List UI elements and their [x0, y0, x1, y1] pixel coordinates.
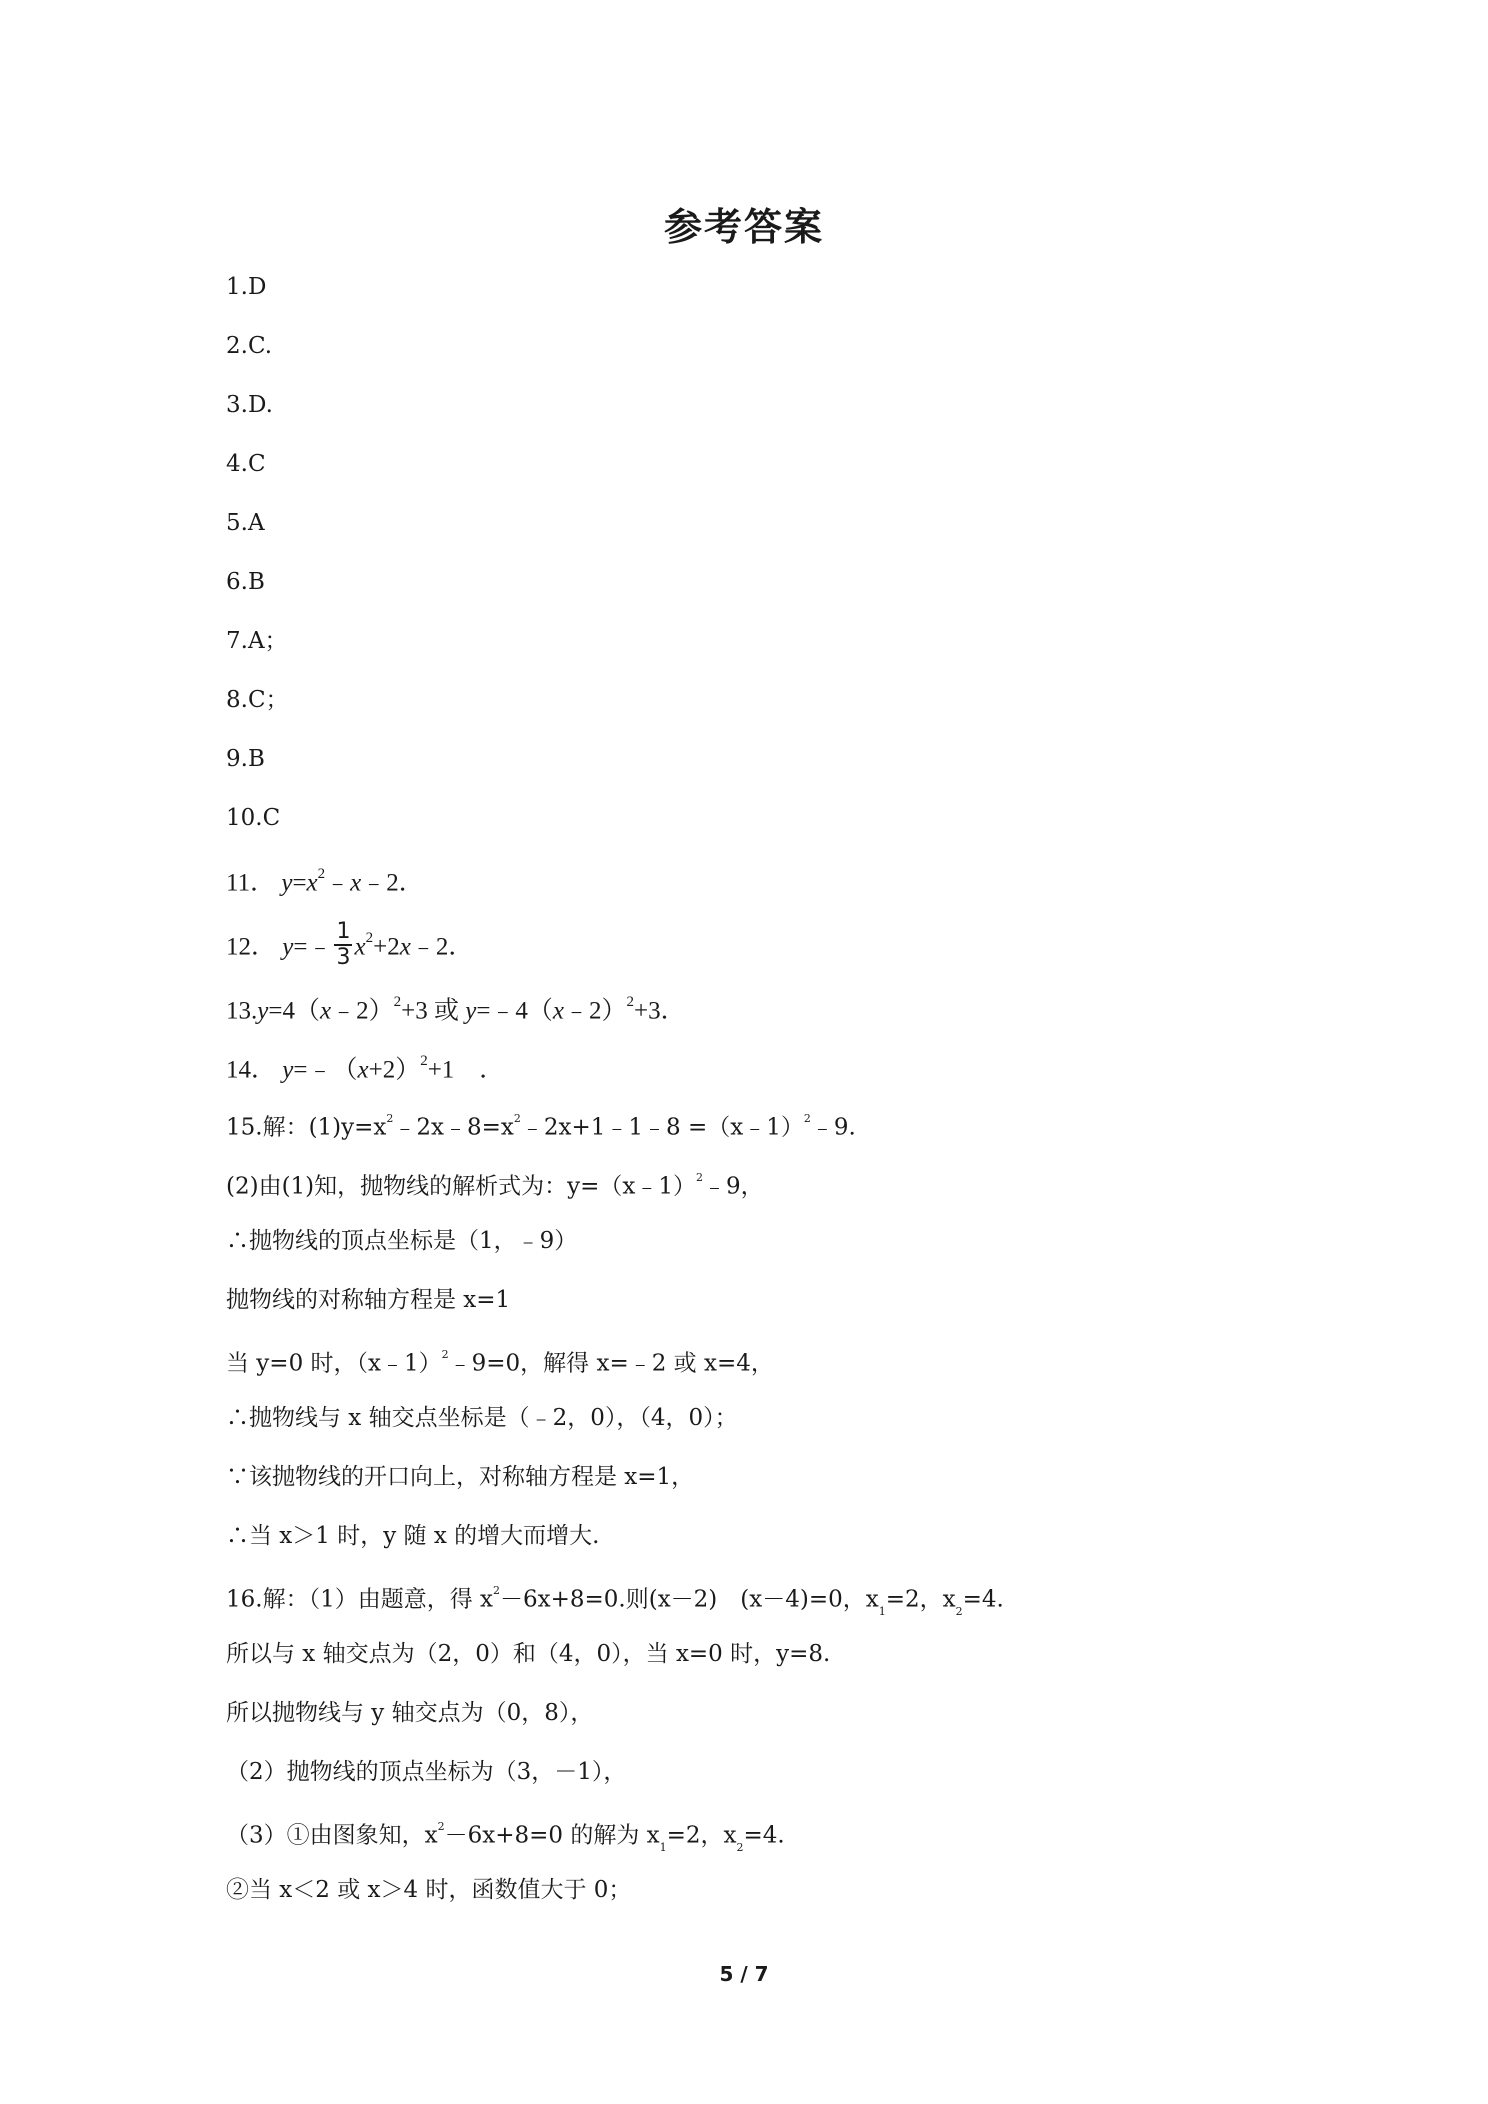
answer-13-x1: x [319, 997, 332, 1025]
answer-12-eq: =﹣ [293, 933, 333, 961]
answer-11-y: y [281, 869, 293, 897]
answer-12-number: 12． [226, 933, 277, 961]
text-run: （3）①由图象知，x [226, 1822, 438, 1849]
superscript: 2 [441, 1348, 449, 1361]
answer-15-line-1 [226, 1108, 856, 1143]
answer-11-x: x [306, 869, 318, 897]
text-run: (2)由(1)知，抛物线的解析式为：y=（x﹣1） [226, 1173, 697, 1200]
answer-13-exponent-1: 2 [393, 994, 402, 1010]
answer-13-p2: ﹣2） [331, 997, 394, 1025]
subscript: 1 [878, 1605, 886, 1619]
answer-11-x2: x [350, 869, 362, 897]
text-run: =4. [962, 1586, 1004, 1613]
answer-14-p3: +1 ． [427, 1056, 505, 1084]
fraction-numerator: 1 [336, 919, 351, 944]
fraction-denominator: 3 [336, 945, 351, 970]
answer-9: 9.B [226, 746, 265, 772]
answer-10: 10.C [226, 805, 281, 831]
answer-14 [226, 1049, 504, 1085]
superscript: 2 [696, 1171, 704, 1184]
answer-15-line-2 [226, 1167, 764, 1202]
text-run: 当 y=0 时，（x﹣1） [226, 1350, 442, 1377]
answer-12-rest1: +2 [373, 933, 400, 961]
answer-13-p6: +3． [634, 997, 686, 1025]
answer-7: 7.A； [226, 628, 288, 654]
answer-11-eq: = [292, 869, 307, 897]
answer-16-line-1 [226, 1580, 1004, 1624]
answer-16-line-6: ②当 x＜2 或 x＞4 时，函数值大于 0； [226, 1877, 632, 1903]
superscript: 2 [437, 1820, 445, 1833]
answer-16-line-4: （2）抛物线的顶点坐标为（3，－1）， [226, 1759, 627, 1785]
answer-15-line-7: ∵该抛物线的开口向上，对称轴方程是 x=1， [226, 1464, 695, 1490]
subscript: 2 [955, 1605, 963, 1619]
answer-2: 2.C. [226, 333, 273, 359]
text-run: =2，x [666, 1822, 737, 1849]
answer-13-p1: =4（ [268, 997, 320, 1025]
answer-4: 4.C [226, 451, 266, 477]
answer-11-rest2: ﹣2． [361, 869, 424, 897]
text-run: =4. [743, 1822, 785, 1849]
answer-15-line-6: ∴抛物线与 x 轴交点坐标是（﹣2，0），（4，0）； [226, 1405, 738, 1431]
answer-12-exponent: 2 [365, 930, 374, 947]
text-run: ﹣9. [810, 1114, 856, 1141]
answer-11 [226, 862, 424, 898]
answer-16-line-5 [226, 1816, 785, 1860]
answer-13-number: 13. [226, 997, 258, 1025]
answer-13-y2: y [465, 997, 477, 1025]
answer-12-rest2: ﹣2． [410, 933, 474, 961]
answer-12-y: y [282, 933, 294, 961]
answer-6: 6.B [226, 569, 265, 595]
answer-13-p5: ﹣2） [564, 997, 627, 1025]
answer-3: 3.D. [226, 392, 273, 418]
superscript: 2 [513, 1112, 521, 1125]
answer-11-exponent: 2 [317, 866, 326, 882]
answer-15-line-8: ∴当 x＞1 时，y 随 x 的增大而增大. [226, 1523, 600, 1549]
text-run: 15.解：(1)y=x [226, 1114, 387, 1141]
answer-11-number: 11． [226, 869, 276, 897]
text-run: 16.解：（1）由题意，得 x [226, 1586, 493, 1613]
text-run: ﹣2x﹣8=x [393, 1114, 514, 1141]
answer-14-exponent: 2 [420, 1053, 428, 1069]
answer-13-p4: =﹣4（ [476, 997, 553, 1025]
text-run: ﹣9=0，解得 x=﹣2 或 x=4， [448, 1350, 774, 1377]
answer-14-p1: =﹣（ [293, 1056, 358, 1084]
answer-13 [226, 990, 686, 1026]
answer-13-p3: +3 或 [401, 997, 466, 1025]
superscript: 2 [493, 1584, 500, 1597]
answer-12 [226, 919, 474, 974]
answer-16-line-3: 所以抛物线与 y 轴交点为（0，8）， [226, 1700, 594, 1726]
answer-15-line-5 [226, 1344, 774, 1379]
answer-13-y: y [257, 997, 269, 1025]
answer-16-line-2: 所以与 x 轴交点为（2，0）和（4，0），当 x=0 时，y=8. [226, 1641, 831, 1667]
answer-11-rest1: ﹣ [325, 869, 351, 897]
answer-8: 8.C； [226, 687, 289, 713]
page-number: 5 / 7 [719, 1962, 769, 1986]
subscript: 1 [659, 1841, 667, 1855]
answer-12-x2: x [399, 933, 411, 961]
answer-14-x: x [357, 1056, 369, 1084]
answer-14-y: y [282, 1056, 294, 1084]
answer-15-line-4: 抛物线的对称轴方程是 x=1 [226, 1287, 511, 1313]
text-run: ﹣9， [703, 1173, 764, 1200]
answer-13-exponent-2: 2 [626, 994, 635, 1010]
page-title: 参考答案 [663, 205, 824, 249]
answer-14-p2: +2） [368, 1056, 421, 1084]
superscript: 2 [803, 1112, 811, 1125]
answer-12-fraction [334, 920, 352, 970]
answer-14-number: 14． [226, 1056, 277, 1084]
text-run: －6x+8=0.则(x－2) (x－4)=0，x [500, 1586, 879, 1613]
superscript: 2 [386, 1112, 394, 1125]
answer-1: 1.D [226, 274, 267, 300]
answer-13-x2: x [552, 997, 565, 1025]
text-run: －6x+8=0 的解为 x [444, 1822, 660, 1849]
answer-15-line-3: ∴抛物线的顶点坐标是（1，﹣9） [226, 1228, 578, 1254]
subscript: 2 [736, 1841, 744, 1855]
text-run: ﹣2x+1﹣1﹣8 =（x﹣1） [520, 1114, 804, 1141]
text-run: =2，x [885, 1586, 956, 1613]
answer-5: 5.A [226, 510, 265, 536]
answer-12-x: x [354, 933, 366, 961]
